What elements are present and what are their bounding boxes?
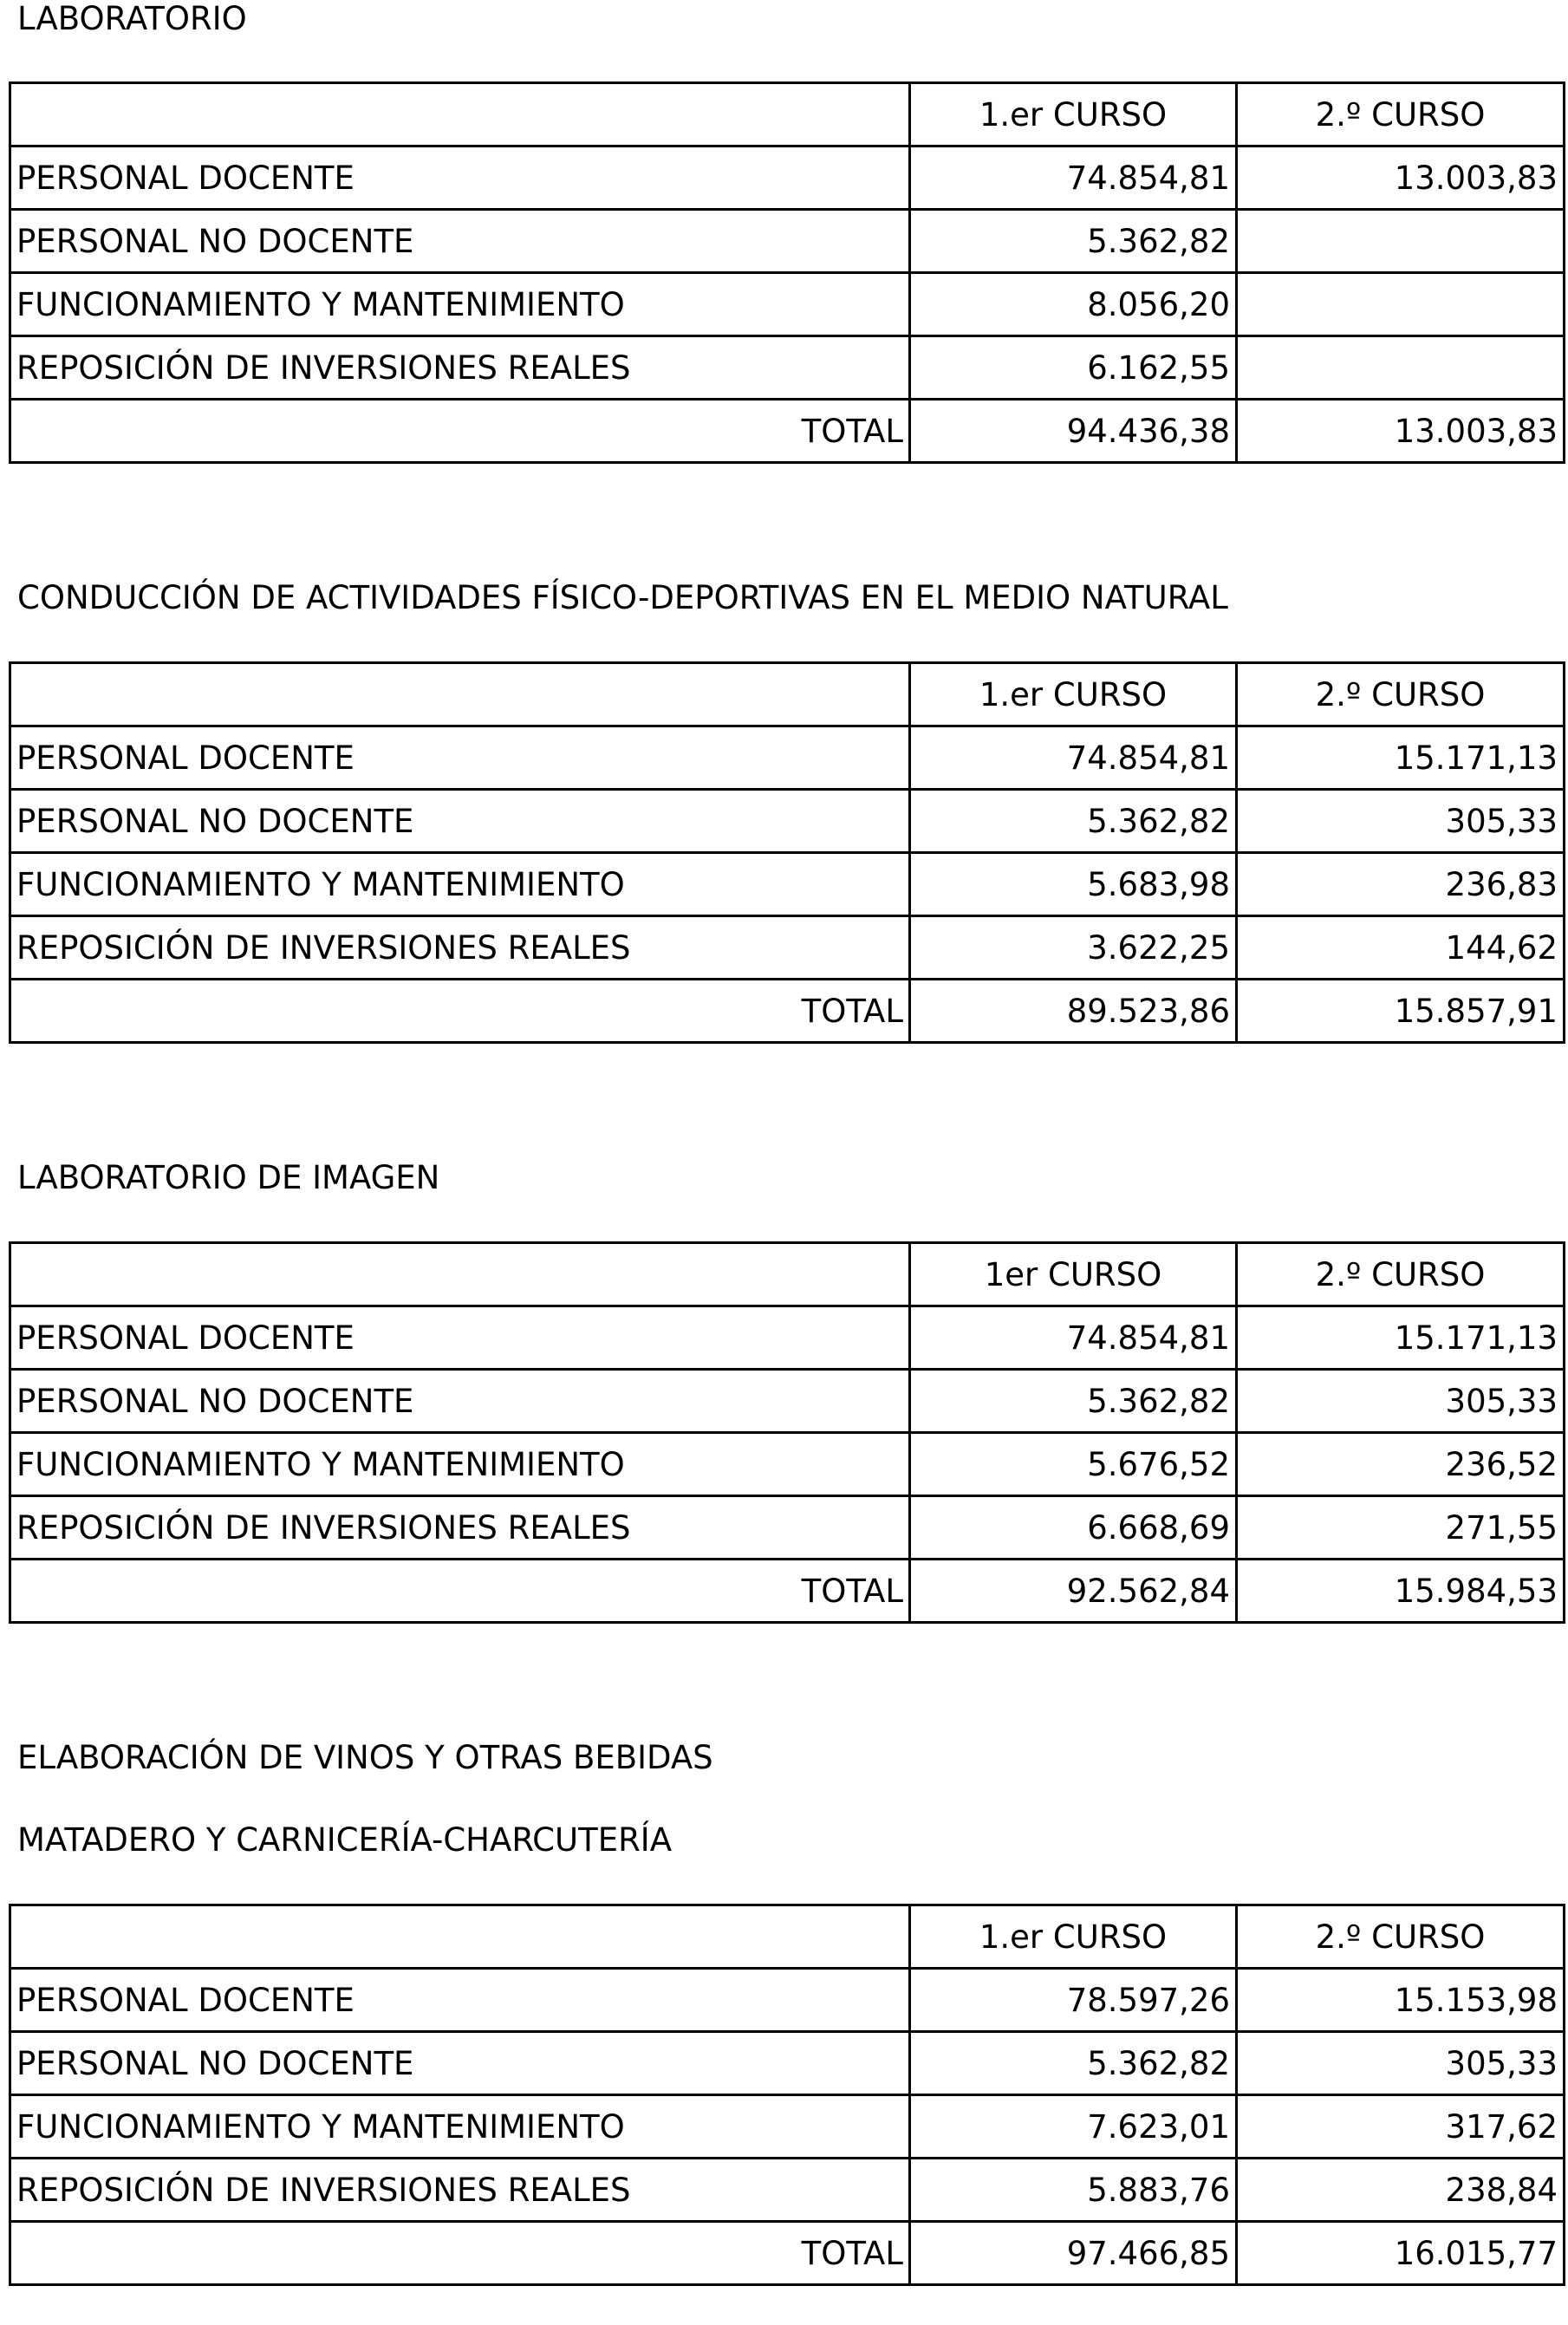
table-row	[10, 726, 1565, 790]
table-row	[10, 853, 1565, 916]
row-label: PERSONAL DOCENTE	[10, 1306, 910, 1370]
table-row	[10, 1969, 1565, 2032]
first-year-value: 5.362,82	[910, 2032, 1237, 2095]
first-year-value: 5.362,82	[910, 1370, 1237, 1433]
second-year-value: 305,33	[1237, 790, 1565, 853]
first-year-value: 74.854,81	[910, 147, 1237, 210]
first-year-value: 5.362,82	[910, 790, 1237, 853]
table-header-row	[10, 1243, 1565, 1306]
first-year-total: 92.562,84	[910, 1560, 1237, 1623]
second-year-value: 238,84	[1237, 2159, 1565, 2222]
column-header-second-year: 2.º CURSO	[1237, 663, 1565, 726]
total-label: TOTAL	[10, 2222, 910, 2285]
table-row	[10, 1496, 1565, 1560]
row-label: FUNCIONAMIENTO Y MANTENIMIENTO	[10, 853, 910, 916]
row-label: PERSONAL NO DOCENTE	[10, 2032, 910, 2095]
second-year-value: 305,33	[1237, 2032, 1565, 2095]
second-year-total: 13.003,83	[1237, 400, 1565, 463]
second-year-total: 15.984,53	[1237, 1560, 1565, 1623]
section-title: LABORATORIO DE IMAGEN	[17, 1159, 440, 1196]
row-label: PERSONAL DOCENTE	[10, 1969, 910, 2032]
first-year-value: 6.668,69	[910, 1496, 1237, 1560]
first-year-value: 5.683,98	[910, 853, 1237, 916]
row-label: PERSONAL NO DOCENTE	[10, 210, 910, 273]
second-year-value: 15.171,13	[1237, 726, 1565, 790]
column-header-first-year: 1er CURSO	[910, 1243, 1237, 1306]
first-year-value: 5.883,76	[910, 2159, 1237, 2222]
section-title: CONDUCCIÓN DE ACTIVIDADES FÍSICO-DEPORTIVAS EN EL MEDIO NATURAL	[17, 579, 1228, 616]
table-row	[10, 2032, 1565, 2095]
first-year-value: 5.676,52	[910, 1433, 1237, 1496]
table-row	[10, 147, 1565, 210]
second-year-value: 305,33	[1237, 1370, 1565, 1433]
second-year-value	[1237, 336, 1565, 400]
total-row	[10, 1560, 1565, 1623]
header-blank-cell	[10, 83, 910, 147]
first-year-value: 8.056,20	[910, 273, 1237, 336]
first-year-value: 78.597,26	[910, 1969, 1237, 2032]
header-blank-cell	[10, 1243, 910, 1306]
second-year-value: 13.003,83	[1237, 147, 1565, 210]
column-header-first-year: 1.er CURSO	[910, 663, 1237, 726]
table-row	[10, 1433, 1565, 1496]
first-year-value: 5.362,82	[910, 210, 1237, 273]
total-row	[10, 2222, 1565, 2285]
second-year-value: 271,55	[1237, 1496, 1565, 1560]
first-year-total: 89.523,86	[910, 980, 1237, 1043]
first-year-total: 97.466,85	[910, 2222, 1237, 2285]
total-label: TOTAL	[10, 980, 910, 1043]
row-label: FUNCIONAMIENTO Y MANTENIMIENTO	[10, 1433, 910, 1496]
total-row	[10, 980, 1565, 1043]
row-label: PERSONAL NO DOCENTE	[10, 1370, 910, 1433]
table-row	[10, 210, 1565, 273]
row-label: PERSONAL DOCENTE	[10, 147, 910, 210]
second-year-total: 15.857,91	[1237, 980, 1565, 1043]
second-year-value: 317,62	[1237, 2095, 1565, 2159]
first-year-value: 74.854,81	[910, 1306, 1237, 1370]
table-header-row	[10, 83, 1565, 147]
first-year-value: 3.622,25	[910, 916, 1237, 980]
second-year-value: 236,83	[1237, 853, 1565, 916]
row-label: REPOSICIÓN DE INVERSIONES REALES	[10, 336, 910, 400]
second-year-value: 236,52	[1237, 1433, 1565, 1496]
table-row	[10, 2095, 1565, 2159]
table-row	[10, 916, 1565, 980]
table-row	[10, 336, 1565, 400]
total-label: TOTAL	[10, 400, 910, 463]
first-year-value: 6.162,55	[910, 336, 1237, 400]
second-year-value: 15.171,13	[1237, 1306, 1565, 1370]
first-year-value: 74.854,81	[910, 726, 1237, 790]
row-label: FUNCIONAMIENTO Y MANTENIMIENTO	[10, 2095, 910, 2159]
section-title: ELABORACIÓN DE VINOS Y OTRAS BEBIDAS	[17, 1739, 713, 1776]
table-header-row	[10, 1905, 1565, 1969]
section-subtitle: MATADERO Y CARNICERÍA-CHARCUTERÍA	[17, 1821, 673, 1859]
header-blank-cell	[10, 663, 910, 726]
row-label: PERSONAL NO DOCENTE	[10, 790, 910, 853]
budget-table	[9, 1904, 1565, 2286]
table-row	[10, 1370, 1565, 1433]
table-row	[10, 790, 1565, 853]
budget-table	[9, 81, 1565, 464]
table-header-row	[10, 663, 1565, 726]
first-year-total: 94.436,38	[910, 400, 1237, 463]
row-label: REPOSICIÓN DE INVERSIONES REALES	[10, 1496, 910, 1560]
row-label: REPOSICIÓN DE INVERSIONES REALES	[10, 2159, 910, 2222]
column-header-first-year: 1.er CURSO	[910, 1905, 1237, 1969]
table-row	[10, 1306, 1565, 1370]
first-year-value: 7.623,01	[910, 2095, 1237, 2159]
total-row	[10, 400, 1565, 463]
column-header-second-year: 2.º CURSO	[1237, 1905, 1565, 1969]
row-label: REPOSICIÓN DE INVERSIONES REALES	[10, 916, 910, 980]
section-title: LABORATORIO	[17, 0, 247, 37]
column-header-second-year: 2.º CURSO	[1237, 83, 1565, 147]
second-year-value: 15.153,98	[1237, 1969, 1565, 2032]
total-label: TOTAL	[10, 1560, 910, 1623]
second-year-value	[1237, 210, 1565, 273]
second-year-value: 144,62	[1237, 916, 1565, 980]
budget-table	[9, 1241, 1565, 1624]
column-header-second-year: 2.º CURSO	[1237, 1243, 1565, 1306]
second-year-total: 16.015,77	[1237, 2222, 1565, 2285]
table-row	[10, 273, 1565, 336]
row-label: PERSONAL DOCENTE	[10, 726, 910, 790]
budget-table	[9, 661, 1565, 1044]
second-year-value	[1237, 273, 1565, 336]
row-label: FUNCIONAMIENTO Y MANTENIMIENTO	[10, 273, 910, 336]
header-blank-cell	[10, 1905, 910, 1969]
table-row	[10, 2159, 1565, 2222]
column-header-first-year: 1.er CURSO	[910, 83, 1237, 147]
